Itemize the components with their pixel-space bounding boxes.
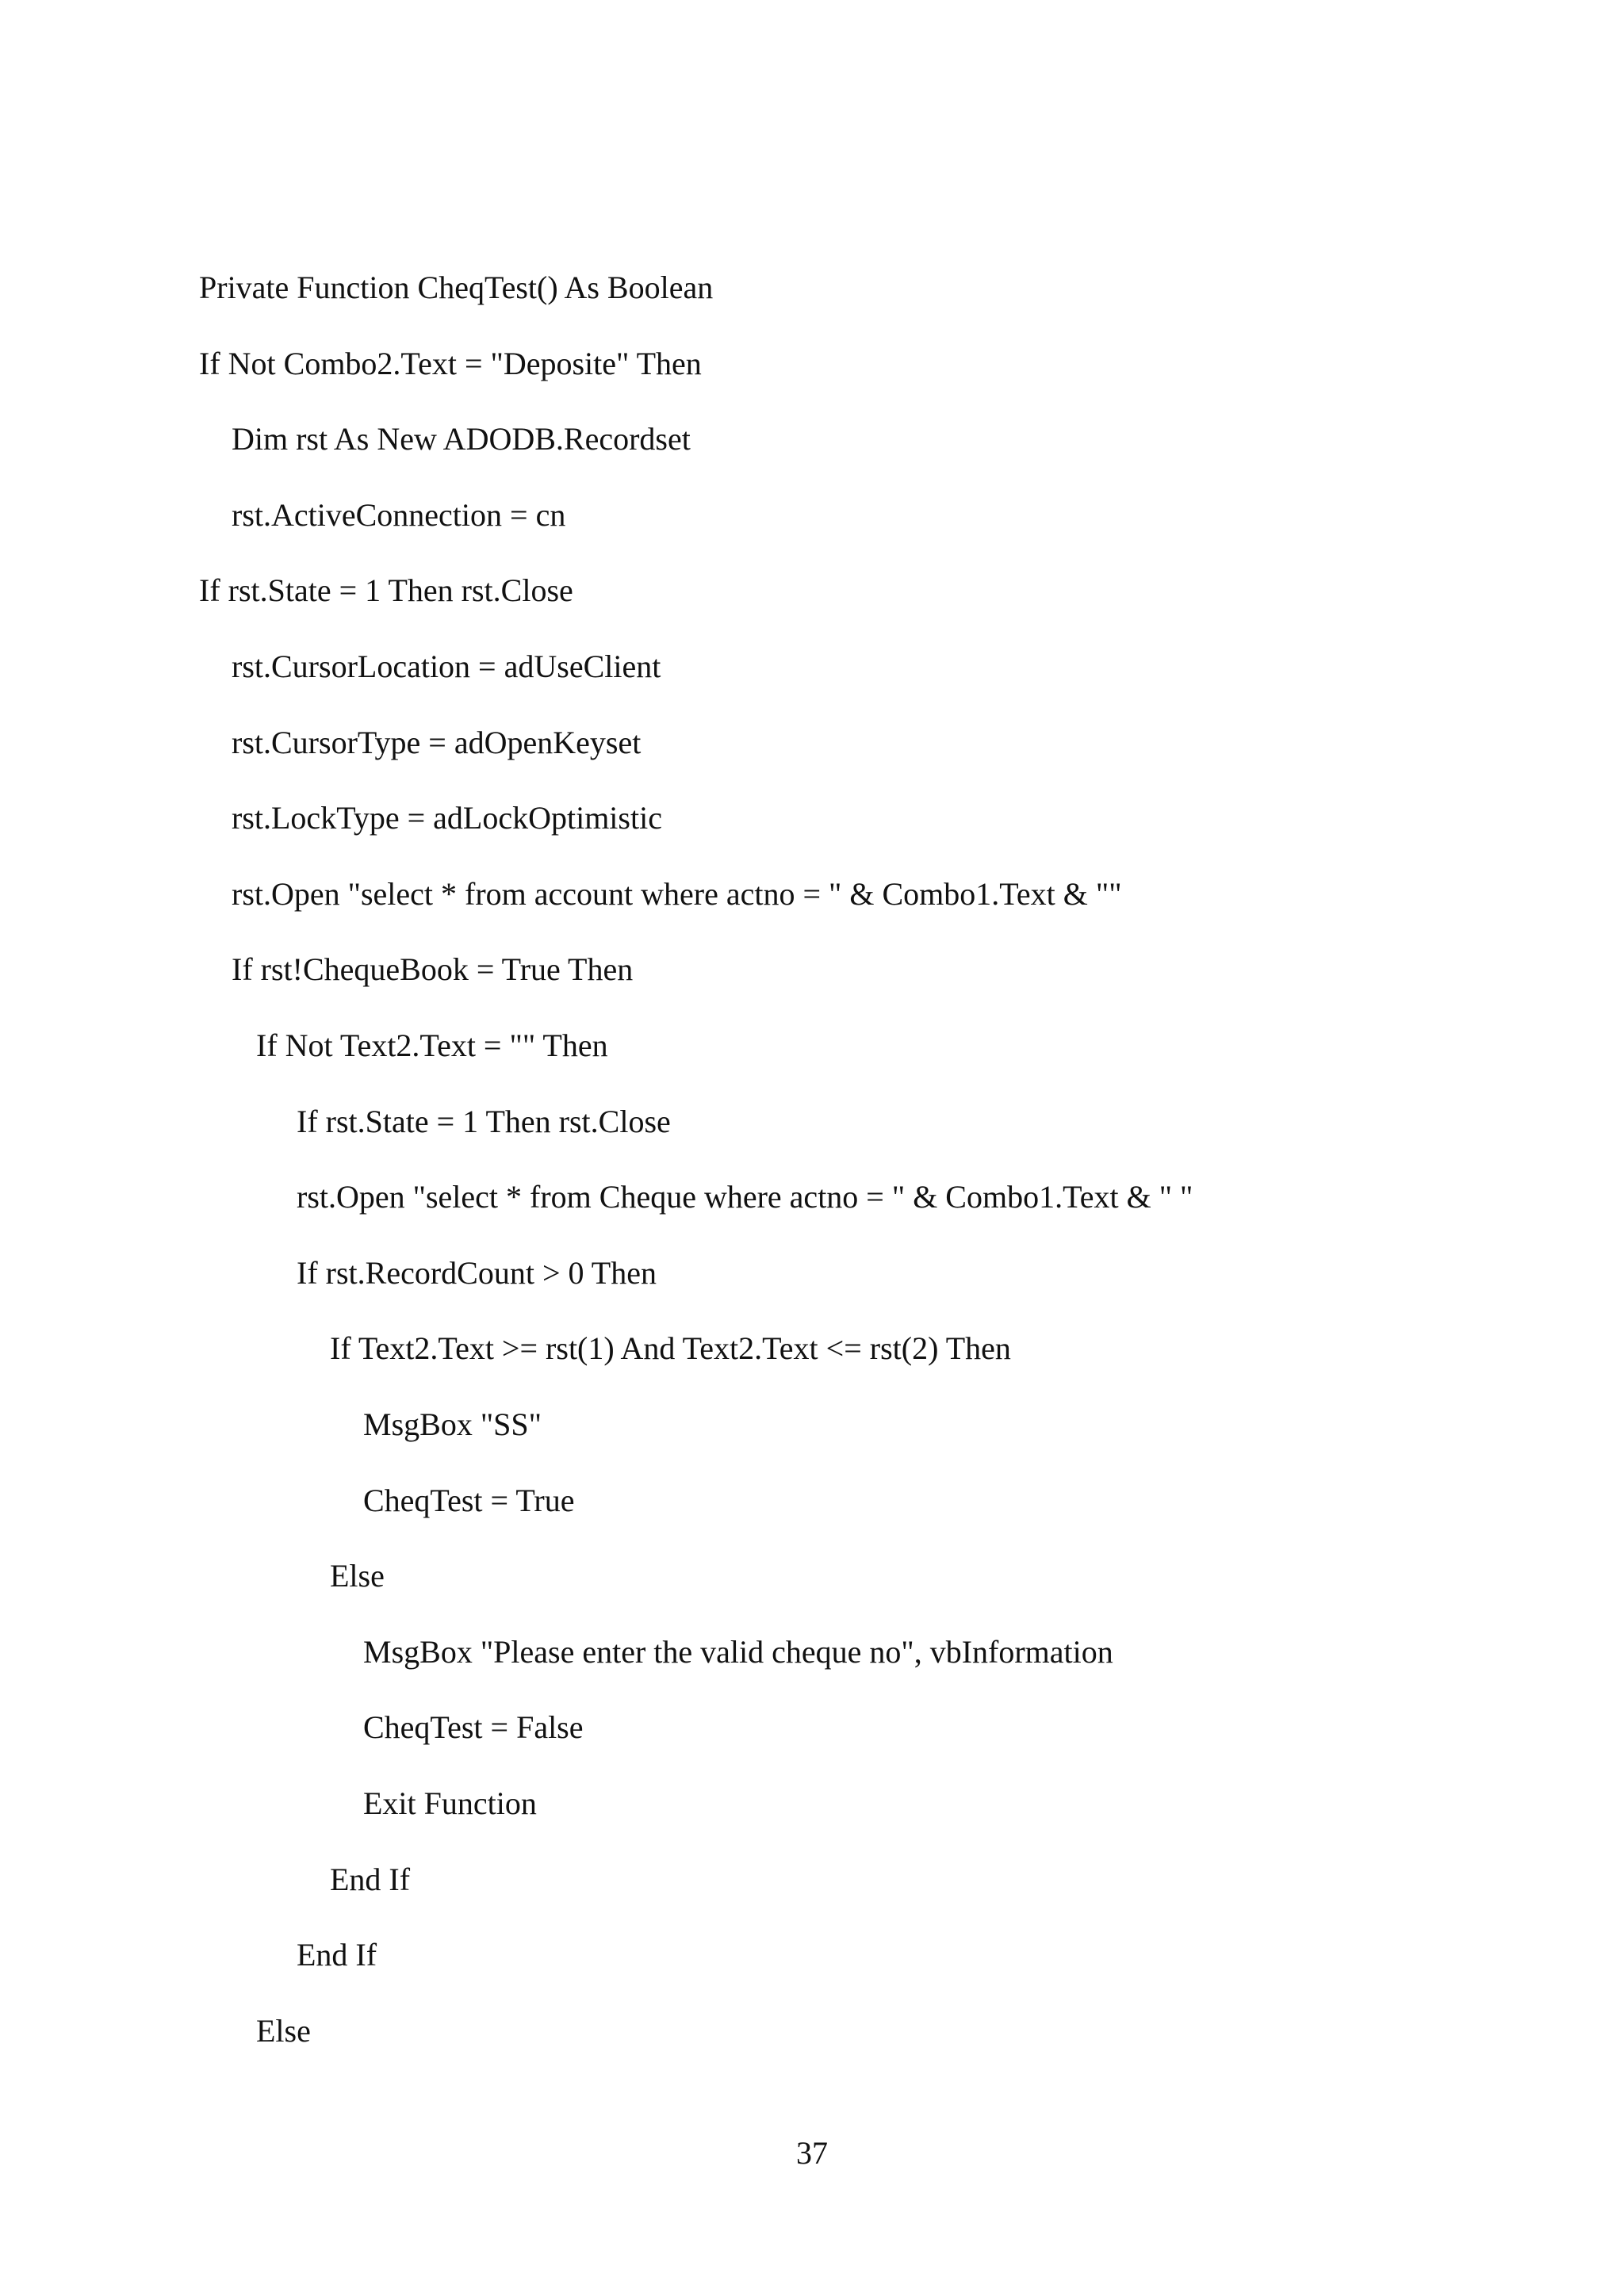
code-line: End If [297,1937,377,1973]
code-line: rst.ActiveConnection = cn [232,497,566,533]
code-line: rst.CursorLocation = adUseClient [232,649,661,684]
code-line: If Text2.Text >= rst(1) And Text2.Text <= rst(2) Then [330,1330,1011,1366]
code-line: rst.LockType = adLockOptimistic [232,800,662,836]
code-line: Exit Function [363,1785,537,1821]
code-line: rst.Open "select * from account where actno = " & Combo1.Text & "" [232,876,1122,912]
code-line: Dim rst As New ADODB.Recordset [232,421,691,457]
code-line: rst.Open "select * from Cheque where actno = " & Combo1.Text & " " [297,1179,1193,1215]
code-line: Else [256,2013,311,2049]
code-line: MsgBox "Please enter the valid cheque no", vbInformation [363,1634,1113,1670]
code-line: If rst.State = 1 Then rst.Close [199,572,573,608]
code-line: rst.CursorType = adOpenKeyset [232,725,642,760]
code-line: MsgBox "SS" [363,1406,542,1442]
code-line: If Not Text2.Text = "" Then [256,1027,608,1063]
code-line: End If [330,1862,411,1897]
code-line: Private Function CheqTest() As Boolean [199,270,714,305]
code-line: CheqTest = False [363,1709,584,1745]
code-line: If rst.RecordCount > 0 Then [297,1255,657,1291]
code-line: If rst.State = 1 Then rst.Close [297,1104,671,1139]
code-line: Else [330,1558,385,1594]
code-line: If Not Combo2.Text = "Deposite" Then [199,346,702,381]
code-line: If rst!ChequeBook = True Then [232,951,634,987]
page-number: 37 [796,2135,828,2171]
code-line: CheqTest = True [363,1483,575,1518]
